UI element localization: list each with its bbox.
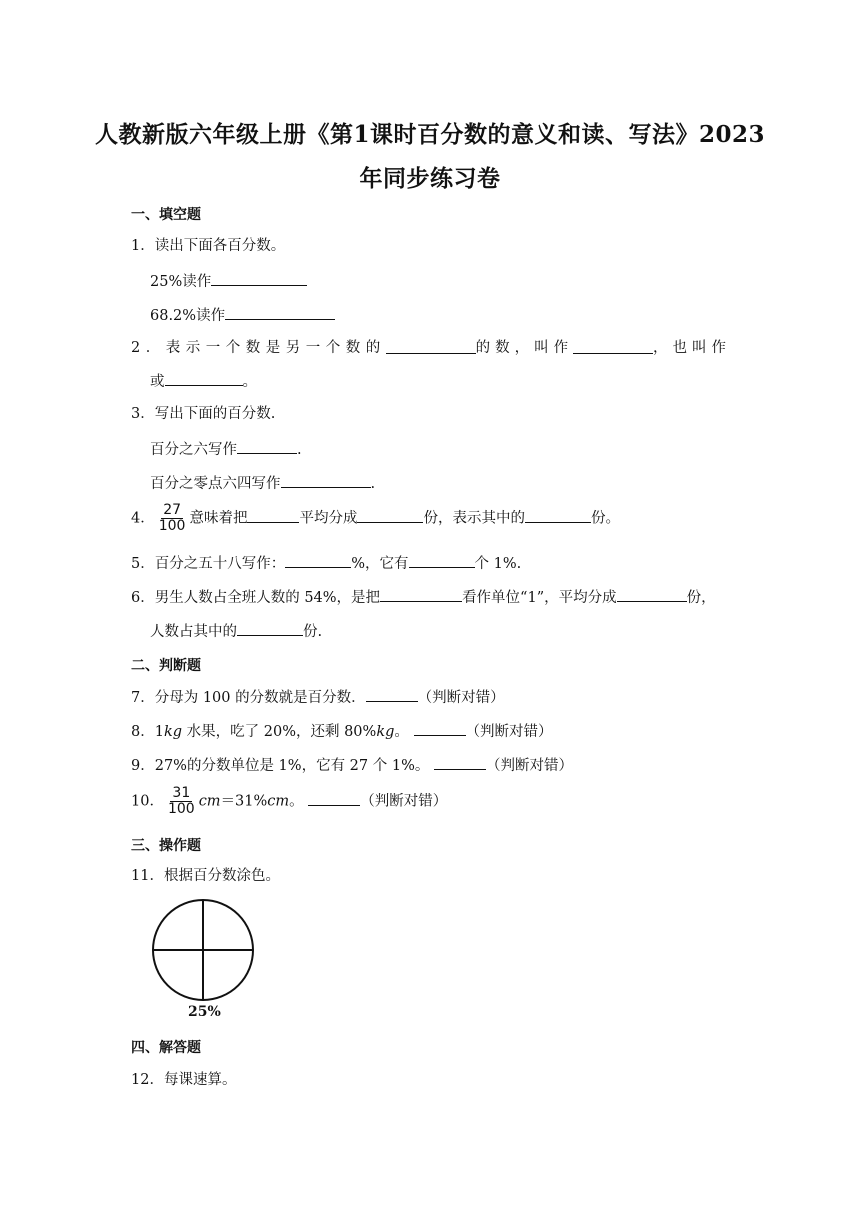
question-4-text1: 意味着把 (189, 510, 248, 527)
question-2-text2: 的数，叫作 (475, 340, 574, 356)
answer-blank[interactable] (211, 270, 307, 286)
answer-blank[interactable] (308, 790, 360, 806)
answer-blank[interactable] (247, 507, 299, 523)
question-7-judge: （判断对错） (417, 690, 505, 706)
question-9 (131, 754, 573, 776)
question-5-text2: %，它有 (351, 556, 409, 572)
fraction-numerator: 31 (172, 785, 191, 801)
answer-blank[interactable] (281, 472, 371, 488)
question-2-line2 (150, 370, 257, 392)
question-1b-text: 68.2%读作 (150, 308, 226, 324)
question-1a (150, 270, 307, 292)
section-heading-fill-blank: 一、填空题 (131, 207, 201, 223)
section-heading-true-false: 二、判断题 (131, 658, 201, 674)
unit-kg: kg (163, 724, 183, 740)
unit-cm: cm (198, 793, 221, 810)
question-6-text4: 人数占其中的 (150, 624, 237, 640)
answer-blank[interactable] (386, 338, 476, 354)
question-10-text1: ＝31% (220, 793, 268, 810)
answer-blank[interactable] (573, 338, 653, 354)
question-8-judge: （判断对错） (465, 724, 553, 740)
question-2-text4: 或 (150, 374, 165, 390)
question-7-text: 7．分母为 100 的分数就是百分数． (131, 690, 366, 706)
unit-cm: cm (267, 793, 290, 810)
question-4-number: 4． (131, 510, 155, 527)
question-12-stem: 12．每课速算。 (131, 1072, 237, 1088)
answer-blank[interactable] (225, 304, 335, 320)
question-6-line1 (131, 586, 716, 608)
question-4-text3: 份，表示其中的 (423, 510, 525, 527)
question-5 (131, 552, 521, 574)
question-8-text1: 8．1 (131, 724, 164, 740)
question-10-judge: （判断对错） (360, 793, 448, 810)
fraction-31-100 (166, 786, 197, 817)
circle-diagram (148, 898, 258, 1008)
answer-blank[interactable] (617, 586, 687, 602)
answer-blank[interactable] (357, 507, 423, 523)
question-3a-end: . (297, 442, 302, 458)
question-4-text4: 份。 (590, 510, 620, 527)
question-1a-text: 25%读作 (150, 274, 212, 290)
question-9-text: 9．27%的分数单位是 1%，它有 27 个 1%。 (131, 758, 430, 774)
fraction-denominator: 100 (158, 518, 186, 534)
question-5-text1: 5．百分之五十八写作： (131, 556, 286, 572)
question-5-text3: 个 1%. (474, 556, 522, 572)
answer-blank[interactable] (366, 686, 418, 702)
question-9-judge: （判断对错） (485, 758, 573, 774)
question-10-text2: 。 (289, 793, 304, 810)
question-10-number: 10． (131, 793, 164, 810)
fraction-denominator: 100 (167, 801, 195, 817)
answer-blank[interactable] (525, 507, 591, 523)
question-2-text3: ，也叫作 (653, 340, 731, 356)
answer-blank[interactable] (237, 438, 297, 454)
question-4 (131, 503, 620, 534)
question-8-text3: 。 (394, 724, 409, 740)
fraction-numerator: 27 (163, 502, 182, 518)
section-heading-solve: 四、解答题 (131, 1040, 201, 1056)
question-8 (131, 720, 553, 742)
question-2-text1: 2．表示一个数是另一个数的 (131, 340, 386, 356)
answer-blank[interactable] (409, 552, 475, 568)
question-4-text2: 平均分成 (299, 510, 358, 527)
question-3b-text: 百分之零点六四写作 (150, 476, 281, 492)
question-3b-end: . (370, 476, 376, 492)
circle-percent-label: 25% (188, 1004, 221, 1020)
answer-blank[interactable] (165, 370, 243, 386)
section-heading-operation: 三、操作题 (131, 838, 201, 854)
answer-blank[interactable] (414, 720, 466, 736)
fraction-27-100 (157, 503, 188, 534)
question-11-stem: 11．根据百分数涂色。 (131, 868, 280, 884)
question-3b (150, 472, 375, 494)
question-3a (150, 438, 302, 460)
question-6-text5: 份. (303, 624, 323, 640)
answer-blank[interactable] (434, 754, 486, 770)
question-3a-text: 百分之六写作 (150, 442, 237, 458)
answer-blank[interactable] (237, 620, 303, 636)
question-10 (131, 786, 447, 817)
question-2-line1 (131, 338, 731, 358)
question-1-stem: 1．读出下面各百分数。 (131, 238, 286, 254)
question-2-text5: 。 (242, 374, 257, 390)
question-1b (150, 304, 335, 326)
page-title-line1: 人教新版六年级上册《第1课时百分数的意义和读、写法》2023 (94, 121, 766, 148)
page-title-line2: 年同步练习卷 (359, 165, 501, 192)
question-7 (131, 686, 505, 708)
question-8-text2: 水果，吃了 20%，还剩 80% (182, 724, 377, 740)
answer-blank[interactable] (285, 552, 351, 568)
question-6-text3: 份， (686, 590, 716, 606)
answer-blank[interactable] (380, 586, 462, 602)
unit-kg: kg (376, 724, 395, 740)
question-6-line2 (150, 620, 322, 642)
question-6-text1: 6．男生人数占全班人数的 54%，是把 (131, 590, 381, 606)
question-3-stem: 3．写出下面的百分数. (131, 406, 276, 422)
question-6-text2: 看作单位“1”，平均分成 (462, 590, 617, 606)
